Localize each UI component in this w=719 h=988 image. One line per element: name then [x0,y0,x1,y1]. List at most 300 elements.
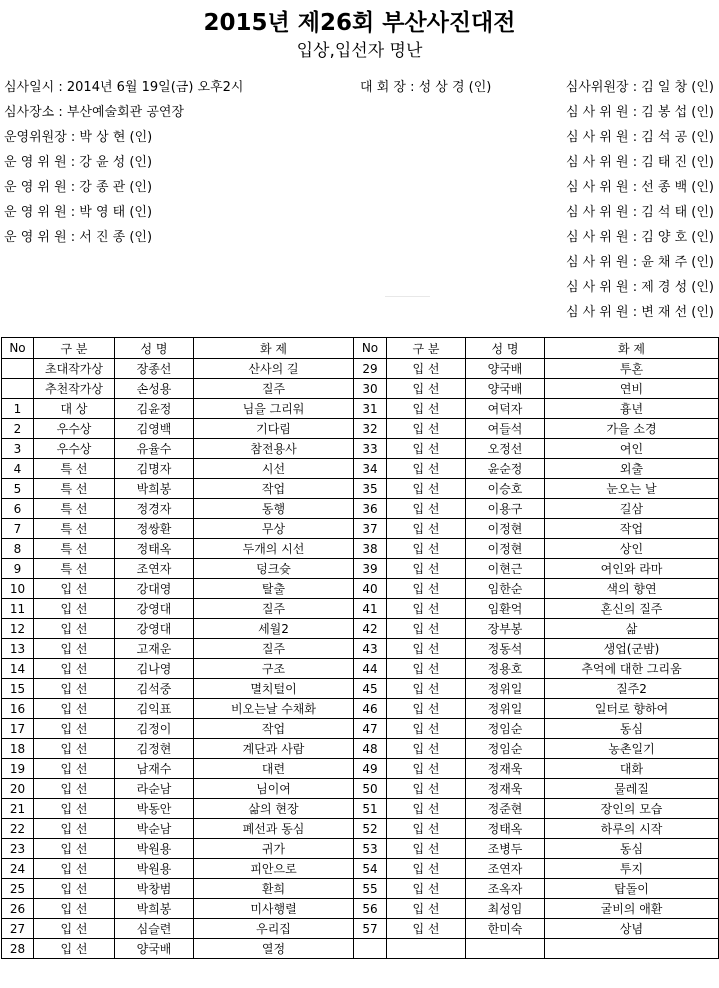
name-cell: 이승호 [466,479,545,499]
winners-table [1,337,719,959]
table-row [2,679,719,699]
title-cell: 동심 [545,839,719,859]
name-cell: 박동안 [115,799,194,819]
title-cell: 질주 [194,379,354,399]
judge-line: 심 사 위 원 : 변 재 선 (인) [565,305,714,320]
category-cell: 입 선 [387,459,466,479]
title-cell: 질주 [194,639,354,659]
name-cell: 정임순 [466,719,545,739]
no-cell: 35 [354,479,387,499]
no-cell: 25 [2,879,34,899]
no-cell: 52 [354,819,387,839]
name-cell: 김명자 [115,459,194,479]
title-cell: 여인 [545,439,719,459]
title-cell: 귀가 [194,839,354,859]
no-cell: 50 [354,779,387,799]
category-cell: 특 선 [34,499,115,519]
no-cell [354,939,387,959]
name-cell: 윤순정 [466,459,545,479]
table-row [2,819,719,839]
category-cell: 입 선 [34,719,115,739]
category-cell: 특 선 [34,479,115,499]
name-cell: 장부봉 [466,619,545,639]
category-cell: 입 선 [34,579,115,599]
name-cell: 여덕자 [466,399,545,419]
table-row [2,879,719,899]
title-cell: 삶 [545,619,719,639]
table-row [2,419,719,439]
category-cell: 특 선 [34,539,115,559]
name-cell: 조옥자 [466,879,545,899]
no-cell: 57 [354,919,387,939]
title-cell: 생업(군밤) [545,639,719,659]
title-cell: 비오는날 수채화 [194,699,354,719]
title-cell: 투혼 [545,359,719,379]
no-cell: 8 [2,539,34,559]
left-info-line: 심사장소 : 부산예술회관 공연장 [4,105,185,120]
title-cell: 환희 [194,879,354,899]
name-cell: 박원용 [115,839,194,859]
no-cell: 9 [2,559,34,579]
title-cell: 상념 [545,919,719,939]
name-cell: 강대영 [115,579,194,599]
title-cell: 여인와 라마 [545,559,719,579]
judge-line: 심사위원장 : 김 일 창 (인) [565,80,714,95]
table-row [2,839,719,859]
judge-line: 심 사 위 원 : 선 종 백 (인) [565,180,714,195]
name-cell: 여들석 [466,419,545,439]
title-cell: 물레질 [545,779,719,799]
category-cell: 입 선 [34,599,115,619]
title-cell: 추억에 대한 그리움 [545,659,719,679]
no-cell: 7 [2,519,34,539]
title-cell: 덩크슛 [194,559,354,579]
no-cell: 20 [2,779,34,799]
title-cell: 가을 소경 [545,419,719,439]
name-cell: 김익표 [115,699,194,719]
table-row [2,399,719,419]
divider-line [385,296,430,297]
title-cell: 무상 [194,519,354,539]
judge-line: 심 사 위 원 : 김 양 호 (인) [565,230,714,245]
category-cell: 입 선 [387,539,466,559]
category-cell: 입 선 [387,599,466,619]
title-cell: 삶의 현장 [194,799,354,819]
table-row [2,919,719,939]
category-cell: 입 선 [387,779,466,799]
name-cell: 조연자 [115,559,194,579]
no-cell: 31 [354,399,387,419]
no-cell: 43 [354,639,387,659]
judge-line: 심 사 위 원 : 김 봉 섭 (인) [565,105,714,120]
name-cell: 정재욱 [466,759,545,779]
category-cell: 대 상 [34,399,115,419]
category-cell: 입 선 [34,739,115,759]
category-cell: 입 선 [387,559,466,579]
no-cell [2,359,34,379]
table-header-row [2,338,719,359]
table-row [2,859,719,879]
header-name-right: 성 명 [466,338,545,359]
table-row [2,719,719,739]
name-cell: 정위일 [466,699,545,719]
table-row [2,539,719,559]
category-cell: 입 선 [387,819,466,839]
chair-line: 대 회 장 : 성 상 경 (인) [360,80,492,95]
name-cell: 박순남 [115,819,194,839]
document-title: 2015년 제26회 부산사진대전 [203,10,516,36]
title-cell: 장인의 모습 [545,799,719,819]
title-cell: 작업 [545,519,719,539]
judge-line: 심 사 위 원 : 제 경 성 (인) [565,280,714,295]
category-cell: 입 선 [387,419,466,439]
left-info-line: 심사일시 : 2014년 6월 19일(금) 오후2시 [4,80,244,95]
name-cell: 양국배 [466,379,545,399]
title-cell: 흉년 [545,399,719,419]
no-cell: 45 [354,679,387,699]
title-cell [545,939,719,959]
title-cell: 탈출 [194,579,354,599]
name-cell: 정태옥 [466,819,545,839]
table-row [2,439,719,459]
name-cell: 김정현 [115,739,194,759]
no-cell: 21 [2,799,34,819]
category-cell: 입 선 [34,619,115,639]
name-cell: 박원용 [115,859,194,879]
name-cell [466,939,545,959]
name-cell: 손성용 [115,379,194,399]
name-cell: 정용호 [466,659,545,679]
category-cell: 입 선 [387,619,466,639]
category-cell: 입 선 [387,919,466,939]
name-cell: 이용구 [466,499,545,519]
no-cell: 30 [354,379,387,399]
name-cell: 정임순 [466,739,545,759]
name-cell: 남재수 [115,759,194,779]
title-cell: 작업 [194,719,354,739]
left-info-line: 운 영 위 원 : 박 영 태 (인) [4,205,153,220]
category-cell: 입 선 [387,719,466,739]
no-cell: 22 [2,819,34,839]
judge-line: 심 사 위 원 : 김 석 태 (인) [565,205,714,220]
name-cell: 정경자 [115,499,194,519]
title-cell: 색의 향연 [545,579,719,599]
table-row [2,519,719,539]
no-cell: 2 [2,419,34,439]
header-category-left: 구 분 [34,338,115,359]
category-cell: 입 선 [387,839,466,859]
name-cell: 이현근 [466,559,545,579]
table-row [2,899,719,919]
left-info-line: 운영위원장 : 박 상 현 (인) [4,130,153,145]
title-cell: 작업 [194,479,354,499]
category-cell: 입 선 [34,659,115,679]
category-cell: 입 선 [387,359,466,379]
title-cell: 시선 [194,459,354,479]
category-cell: 입 선 [387,439,466,459]
category-cell: 입 선 [387,739,466,759]
category-cell: 입 선 [34,759,115,779]
no-cell: 36 [354,499,387,519]
name-cell: 정준현 [466,799,545,819]
no-cell: 11 [2,599,34,619]
category-cell: 입 선 [34,819,115,839]
name-cell: 유율수 [115,439,194,459]
category-cell: 입 선 [387,639,466,659]
header-no-right: No [354,338,387,359]
no-cell: 54 [354,859,387,879]
table-row [2,459,719,479]
category-cell: 입 선 [387,859,466,879]
name-cell: 오정선 [466,439,545,459]
table-row [2,499,719,519]
no-cell: 23 [2,839,34,859]
name-cell: 김석중 [115,679,194,699]
title-cell: 폐선과 동심 [194,819,354,839]
no-cell: 19 [2,759,34,779]
title-cell: 굴비의 애환 [545,899,719,919]
title-cell: 님이여 [194,779,354,799]
title-cell: 두개의 시선 [194,539,354,559]
no-cell: 14 [2,659,34,679]
no-cell: 3 [2,439,34,459]
table-row [2,579,719,599]
no-cell: 39 [354,559,387,579]
name-cell: 정쌍환 [115,519,194,539]
no-cell: 47 [354,719,387,739]
category-cell: 추천작가상 [34,379,115,399]
category-cell: 입 선 [387,519,466,539]
category-cell: 입 선 [387,799,466,819]
category-cell: 입 선 [387,479,466,499]
table-row [2,559,719,579]
header-category-right: 구 분 [387,338,466,359]
no-cell: 33 [354,439,387,459]
name-cell: 한미숙 [466,919,545,939]
name-cell: 고재운 [115,639,194,659]
name-cell: 정태옥 [115,539,194,559]
header-title-left: 화 제 [194,338,354,359]
no-cell [2,379,34,399]
no-cell: 5 [2,479,34,499]
name-cell: 정위일 [466,679,545,699]
title-cell: 피안으로 [194,859,354,879]
category-cell: 입 선 [387,679,466,699]
table-row [2,379,719,399]
category-cell: 입 선 [34,799,115,819]
title-cell: 농촌일기 [545,739,719,759]
category-cell: 입 선 [34,679,115,699]
title-cell: 세월2 [194,619,354,639]
table-row [2,479,719,499]
category-cell: 우수상 [34,439,115,459]
name-cell: 양국배 [115,939,194,959]
category-cell: 입 선 [34,699,115,719]
table-row [2,599,719,619]
name-cell: 심슬련 [115,919,194,939]
title-cell: 길삼 [545,499,719,519]
left-info-line: 운 영 위 원 : 강 윤 성 (인) [4,155,153,170]
table-row [2,799,719,819]
judge-line: 심 사 위 원 : 김 태 진 (인) [565,155,714,170]
category-cell: 입 선 [387,399,466,419]
no-cell: 42 [354,619,387,639]
category-cell: 입 선 [387,879,466,899]
no-cell: 29 [354,359,387,379]
name-cell: 장종선 [115,359,194,379]
name-cell: 양국배 [466,359,545,379]
title-cell: 탑돌이 [545,879,719,899]
table-row [2,759,719,779]
no-cell: 55 [354,879,387,899]
table-row [2,639,719,659]
category-cell: 특 선 [34,559,115,579]
no-cell: 27 [2,919,34,939]
category-cell: 입 선 [387,499,466,519]
no-cell: 28 [2,939,34,959]
category-cell: 입 선 [387,659,466,679]
name-cell: 박희봉 [115,479,194,499]
header-name-left: 성 명 [115,338,194,359]
title-cell: 기다림 [194,419,354,439]
title-cell: 님을 그리워 [194,399,354,419]
title-cell: 일터로 향하여 [545,699,719,719]
judge-line: 심 사 위 원 : 윤 채 주 (인) [565,255,714,270]
no-cell: 24 [2,859,34,879]
name-cell: 라순남 [115,779,194,799]
name-cell: 김영백 [115,419,194,439]
no-cell: 15 [2,679,34,699]
title-cell: 연비 [545,379,719,399]
category-cell [387,939,466,959]
no-cell: 48 [354,739,387,759]
category-cell: 입 선 [34,939,115,959]
category-cell: 특 선 [34,459,115,479]
no-cell: 53 [354,839,387,859]
no-cell: 38 [354,539,387,559]
title-cell: 외출 [545,459,719,479]
title-cell: 동행 [194,499,354,519]
name-cell: 박창범 [115,879,194,899]
no-cell: 10 [2,579,34,599]
no-cell: 17 [2,719,34,739]
title-cell: 질주 [194,599,354,619]
no-cell: 13 [2,639,34,659]
left-info-line: 운 영 위 원 : 강 종 관 (인) [4,180,153,195]
no-cell: 44 [354,659,387,679]
name-cell: 김정이 [115,719,194,739]
title-cell: 계단과 사람 [194,739,354,759]
category-cell: 우수상 [34,419,115,439]
category-cell: 초대작가상 [34,359,115,379]
name-cell: 최성임 [466,899,545,919]
category-cell: 입 선 [387,699,466,719]
name-cell: 정재욱 [466,779,545,799]
table-row [2,779,719,799]
category-cell: 입 선 [34,859,115,879]
no-cell: 49 [354,759,387,779]
category-cell: 입 선 [387,759,466,779]
category-cell: 입 선 [34,839,115,859]
no-cell: 41 [354,599,387,619]
judge-line: 심 사 위 원 : 김 석 공 (인) [565,130,714,145]
name-cell: 조병두 [466,839,545,859]
no-cell: 32 [354,419,387,439]
table-row [2,739,719,759]
header-no-left: No [2,338,34,359]
category-cell: 입 선 [34,879,115,899]
name-cell: 임환억 [466,599,545,619]
name-cell: 이정현 [466,519,545,539]
no-cell: 12 [2,619,34,639]
no-cell: 56 [354,899,387,919]
table-row [2,699,719,719]
header-title-right: 화 제 [545,338,719,359]
no-cell: 1 [2,399,34,419]
title-cell: 동심 [545,719,719,739]
title-cell: 대화 [545,759,719,779]
category-cell: 입 선 [34,779,115,799]
title-cell: 열정 [194,939,354,959]
name-cell: 이정현 [466,539,545,559]
table-row [2,359,719,379]
category-cell: 특 선 [34,519,115,539]
name-cell: 김윤정 [115,399,194,419]
name-cell: 박희봉 [115,899,194,919]
no-cell: 18 [2,739,34,759]
category-cell: 입 선 [387,899,466,919]
category-cell: 입 선 [387,379,466,399]
no-cell: 40 [354,579,387,599]
name-cell: 정동석 [466,639,545,659]
no-cell: 34 [354,459,387,479]
category-cell: 입 선 [387,579,466,599]
category-cell: 입 선 [34,899,115,919]
title-cell: 눈오는 날 [545,479,719,499]
title-cell: 참전용사 [194,439,354,459]
no-cell: 26 [2,899,34,919]
no-cell: 4 [2,459,34,479]
category-cell: 입 선 [34,919,115,939]
name-cell: 조연자 [466,859,545,879]
title-cell: 산사의 길 [194,359,354,379]
name-cell: 임한순 [466,579,545,599]
no-cell: 46 [354,699,387,719]
no-cell: 51 [354,799,387,819]
name-cell: 강영대 [115,599,194,619]
title-cell: 혼신의 질주 [545,599,719,619]
left-info-line: 운 영 위 원 : 서 진 종 (인) [4,230,153,245]
title-cell: 질주2 [545,679,719,699]
title-cell: 대련 [194,759,354,779]
title-cell: 상인 [545,539,719,559]
name-cell: 강영대 [115,619,194,639]
table-row [2,939,719,959]
no-cell: 37 [354,519,387,539]
table-row [2,619,719,639]
document-subtitle: 입상,입선자 명난 [296,41,423,61]
title-cell: 멸치털이 [194,679,354,699]
title-cell: 미사행렬 [194,899,354,919]
category-cell: 입 선 [34,639,115,659]
name-cell: 김나영 [115,659,194,679]
title-cell: 우리집 [194,919,354,939]
table-row [2,659,719,679]
no-cell: 16 [2,699,34,719]
title-cell: 투지 [545,859,719,879]
no-cell: 6 [2,499,34,519]
title-cell: 구조 [194,659,354,679]
